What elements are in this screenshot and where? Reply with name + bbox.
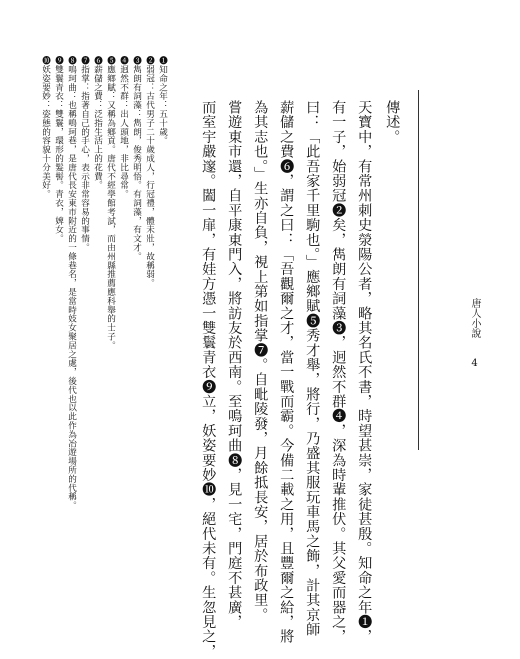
body-text-line: 為其志也。」生亦自負，視上第如指掌❼。自毗陵發，月餘抵長安，居於布政里。 (252, 100, 269, 623)
body-text-line: 曰：「此吾家千里駒也。」應鄉賦❺秀才舉，將行，乃盛其服玩車馬之飾，計其京師 (304, 100, 321, 637)
footnote-4: ❹迥然不群：出人頭地，非比尋常。 (118, 56, 129, 199)
body-text-line: 嘗遊東市還，自平康東門入，將訪友於西南。至鳴珂曲❽，見一宅，門庭不甚廣， (226, 100, 243, 630)
footnote-8: ❽鳴珂曲：也稱鳴珂巷，是唐代長安東市附近的一條巷名，是當時妓女聚居之處，後代也以此作為冶遊場所的代稱。 (66, 56, 77, 510)
page-number: 4 (469, 358, 480, 369)
footnote-9: ❾雙鬟青衣：雙鬟，環形的髮髻。青衣，婢女。 (53, 56, 64, 243)
body-text-line: 天寶中，有常州刺史滎陽公者，略其名氏不書，時望甚崇，家徒甚殷。知命之年❶， (356, 100, 373, 644)
footnote-10: ❿妖姿要妙：姿態的容貌十分美好。 (40, 56, 51, 199)
running-header: 唐人小說 (469, 298, 480, 338)
footnote-7: ❼指掌：指著自己的手心，表示非常容易的事情。 (79, 56, 90, 252)
footnote-6: ❻薪儲之費：泛指生活上的花費。 (92, 56, 103, 190)
body-text-line: 有一子，始弱冠❷矣，雋朗有詞藻❸，迥然不群❹，深為時輩推伏。其父愛而器之， (330, 100, 347, 644)
body-text-line: 薪儲之費❻，謂之曰：「吾觀爾之才，當一戰而霸。今備二載之用，且豐爾之給，將 (278, 100, 295, 644)
footnote-1: ❶知命之年：五十歲。 (157, 56, 168, 145)
title-line: 傳述。 (384, 100, 401, 145)
body-text-line: 而室宇嚴邃。闔一扉，有娃方憑一雙鬟青衣❾立，妖姿要妙❿，絕代未有。生忽見之， (200, 100, 217, 659)
footnote-2: ❷弱冠：古代男子二十歲成人，行冠禮，體未壯，故稱弱。 (144, 56, 155, 288)
footnote-3: ❸雋朗有詞藻：雋朗，俊秀明悟。有詞藻，有文才。 (131, 56, 142, 261)
header-rule (418, 90, 419, 450)
footnote-5: ❺應鄉賦：又稱為鄉貢。唐代不經學館考試，而由州縣推薦應科舉的士子。 (105, 56, 116, 350)
